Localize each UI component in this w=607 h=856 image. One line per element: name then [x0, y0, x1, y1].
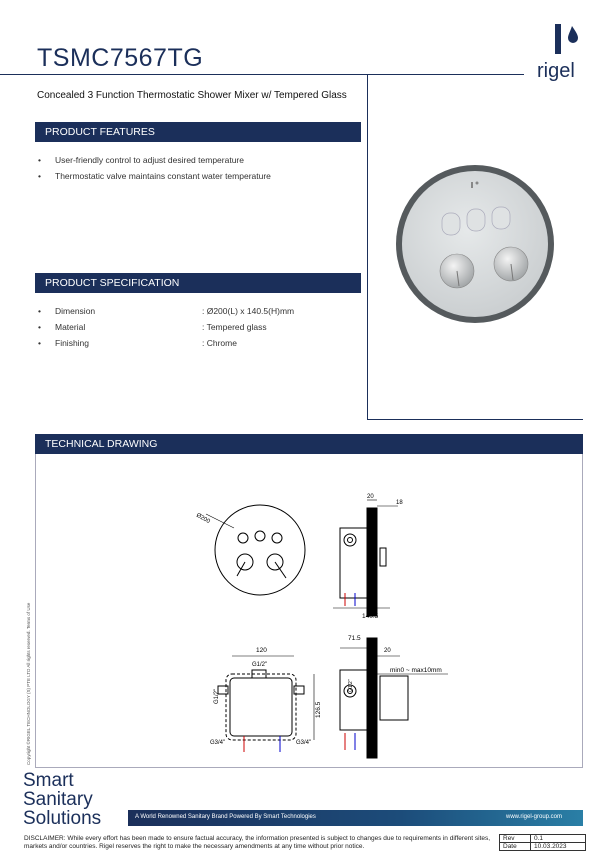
rev-label: Rev	[500, 835, 531, 843]
tagline-line: Solutions	[23, 808, 102, 829]
title-divider	[0, 74, 524, 75]
side-view	[333, 500, 398, 616]
disclaimer: DISCLAIMER: While every effort has been made to ensure factual accuracy, the information presented is subject to changes due to requirements in different sites, markets and/or countries. Rigel reserves the right to make the necessary amendments at any time without prior notice.	[24, 835, 491, 850]
copyright-note: Copyright ©RIGEL TECHNOLOGY (S) PTE LTD All rights reserved. Terms of Use	[26, 602, 31, 765]
feature-bullet-icon: •	[38, 155, 41, 165]
dim-126: 126.5	[315, 701, 322, 718]
dim-120: 120	[256, 647, 267, 654]
spec-bullet-icon: •	[38, 306, 41, 316]
function-button-1	[442, 213, 460, 235]
feature-item: Thermostatic valve maintains constant water temperature	[55, 171, 271, 181]
frame-divider-horizontal	[367, 419, 583, 420]
feature-bullet-icon: •	[38, 171, 41, 181]
tagline-line: Smart	[23, 770, 74, 791]
dim-20b: 20	[384, 648, 391, 654]
dim-20: 20	[367, 494, 374, 500]
rough-in-side	[340, 638, 448, 758]
product-photo	[395, 164, 555, 324]
label-g12-side: G1/2"	[348, 679, 354, 692]
dim-18: 18	[396, 500, 403, 506]
label-g34-left: G3/4"	[210, 740, 226, 746]
rigel-logo-icon	[552, 22, 580, 56]
technical-drawing-heading: TECHNICAL DRAWING	[35, 434, 583, 454]
spec-bullet-icon: •	[38, 338, 41, 348]
footer-tagline: A World Renowned Sanitary Brand Powered By Smart Technologies	[135, 814, 316, 820]
revision-table	[499, 834, 586, 851]
spec-value: : Tempered glass	[202, 322, 267, 332]
spec-value: : Chrome	[202, 338, 237, 348]
label-g34-right: G3/4"	[296, 740, 312, 746]
specification-heading: PRODUCT SPECIFICATION	[35, 273, 361, 293]
dim-range: min0 ~ max10mm	[390, 667, 442, 674]
dim-71: 71.5	[348, 635, 361, 642]
brand-name: rigel	[537, 60, 575, 82]
spec-bullet-icon: •	[38, 322, 41, 332]
product-model-title: TSMC7567TG	[37, 44, 204, 72]
feature-item: User-friendly control to adjust desired temperature	[55, 155, 244, 165]
rev-value: 0.1	[531, 835, 586, 843]
footer-website-link[interactable]: www.rigel-group.com	[506, 814, 563, 820]
features-heading: PRODUCT FEATURES	[35, 122, 361, 142]
spec-label: Finishing	[55, 338, 90, 348]
dim-diameter: Ø200	[195, 512, 211, 526]
front-view	[206, 505, 305, 595]
frame-divider-vertical	[367, 74, 368, 420]
spec-value: : Ø200(L) x 140.5(H)mm	[202, 306, 295, 316]
tagline	[23, 771, 101, 828]
date-value: 10.03.2023	[531, 843, 586, 851]
dim-140: 140.5	[362, 613, 379, 620]
label-g12-top: G1/2"	[252, 662, 268, 668]
spec-label: Material	[55, 322, 86, 332]
date-label: Date	[500, 843, 531, 851]
technical-drawing	[190, 488, 480, 768]
tagline-line: Sanitary	[23, 789, 93, 810]
spec-label: Dimension	[55, 306, 96, 316]
rough-in-front	[218, 656, 314, 752]
product-subtitle: Concealed 3 Function Thermostatic Shower Mixer w/ Tempered Glass	[37, 90, 347, 101]
label-g12-left: G1/2"	[214, 688, 220, 704]
